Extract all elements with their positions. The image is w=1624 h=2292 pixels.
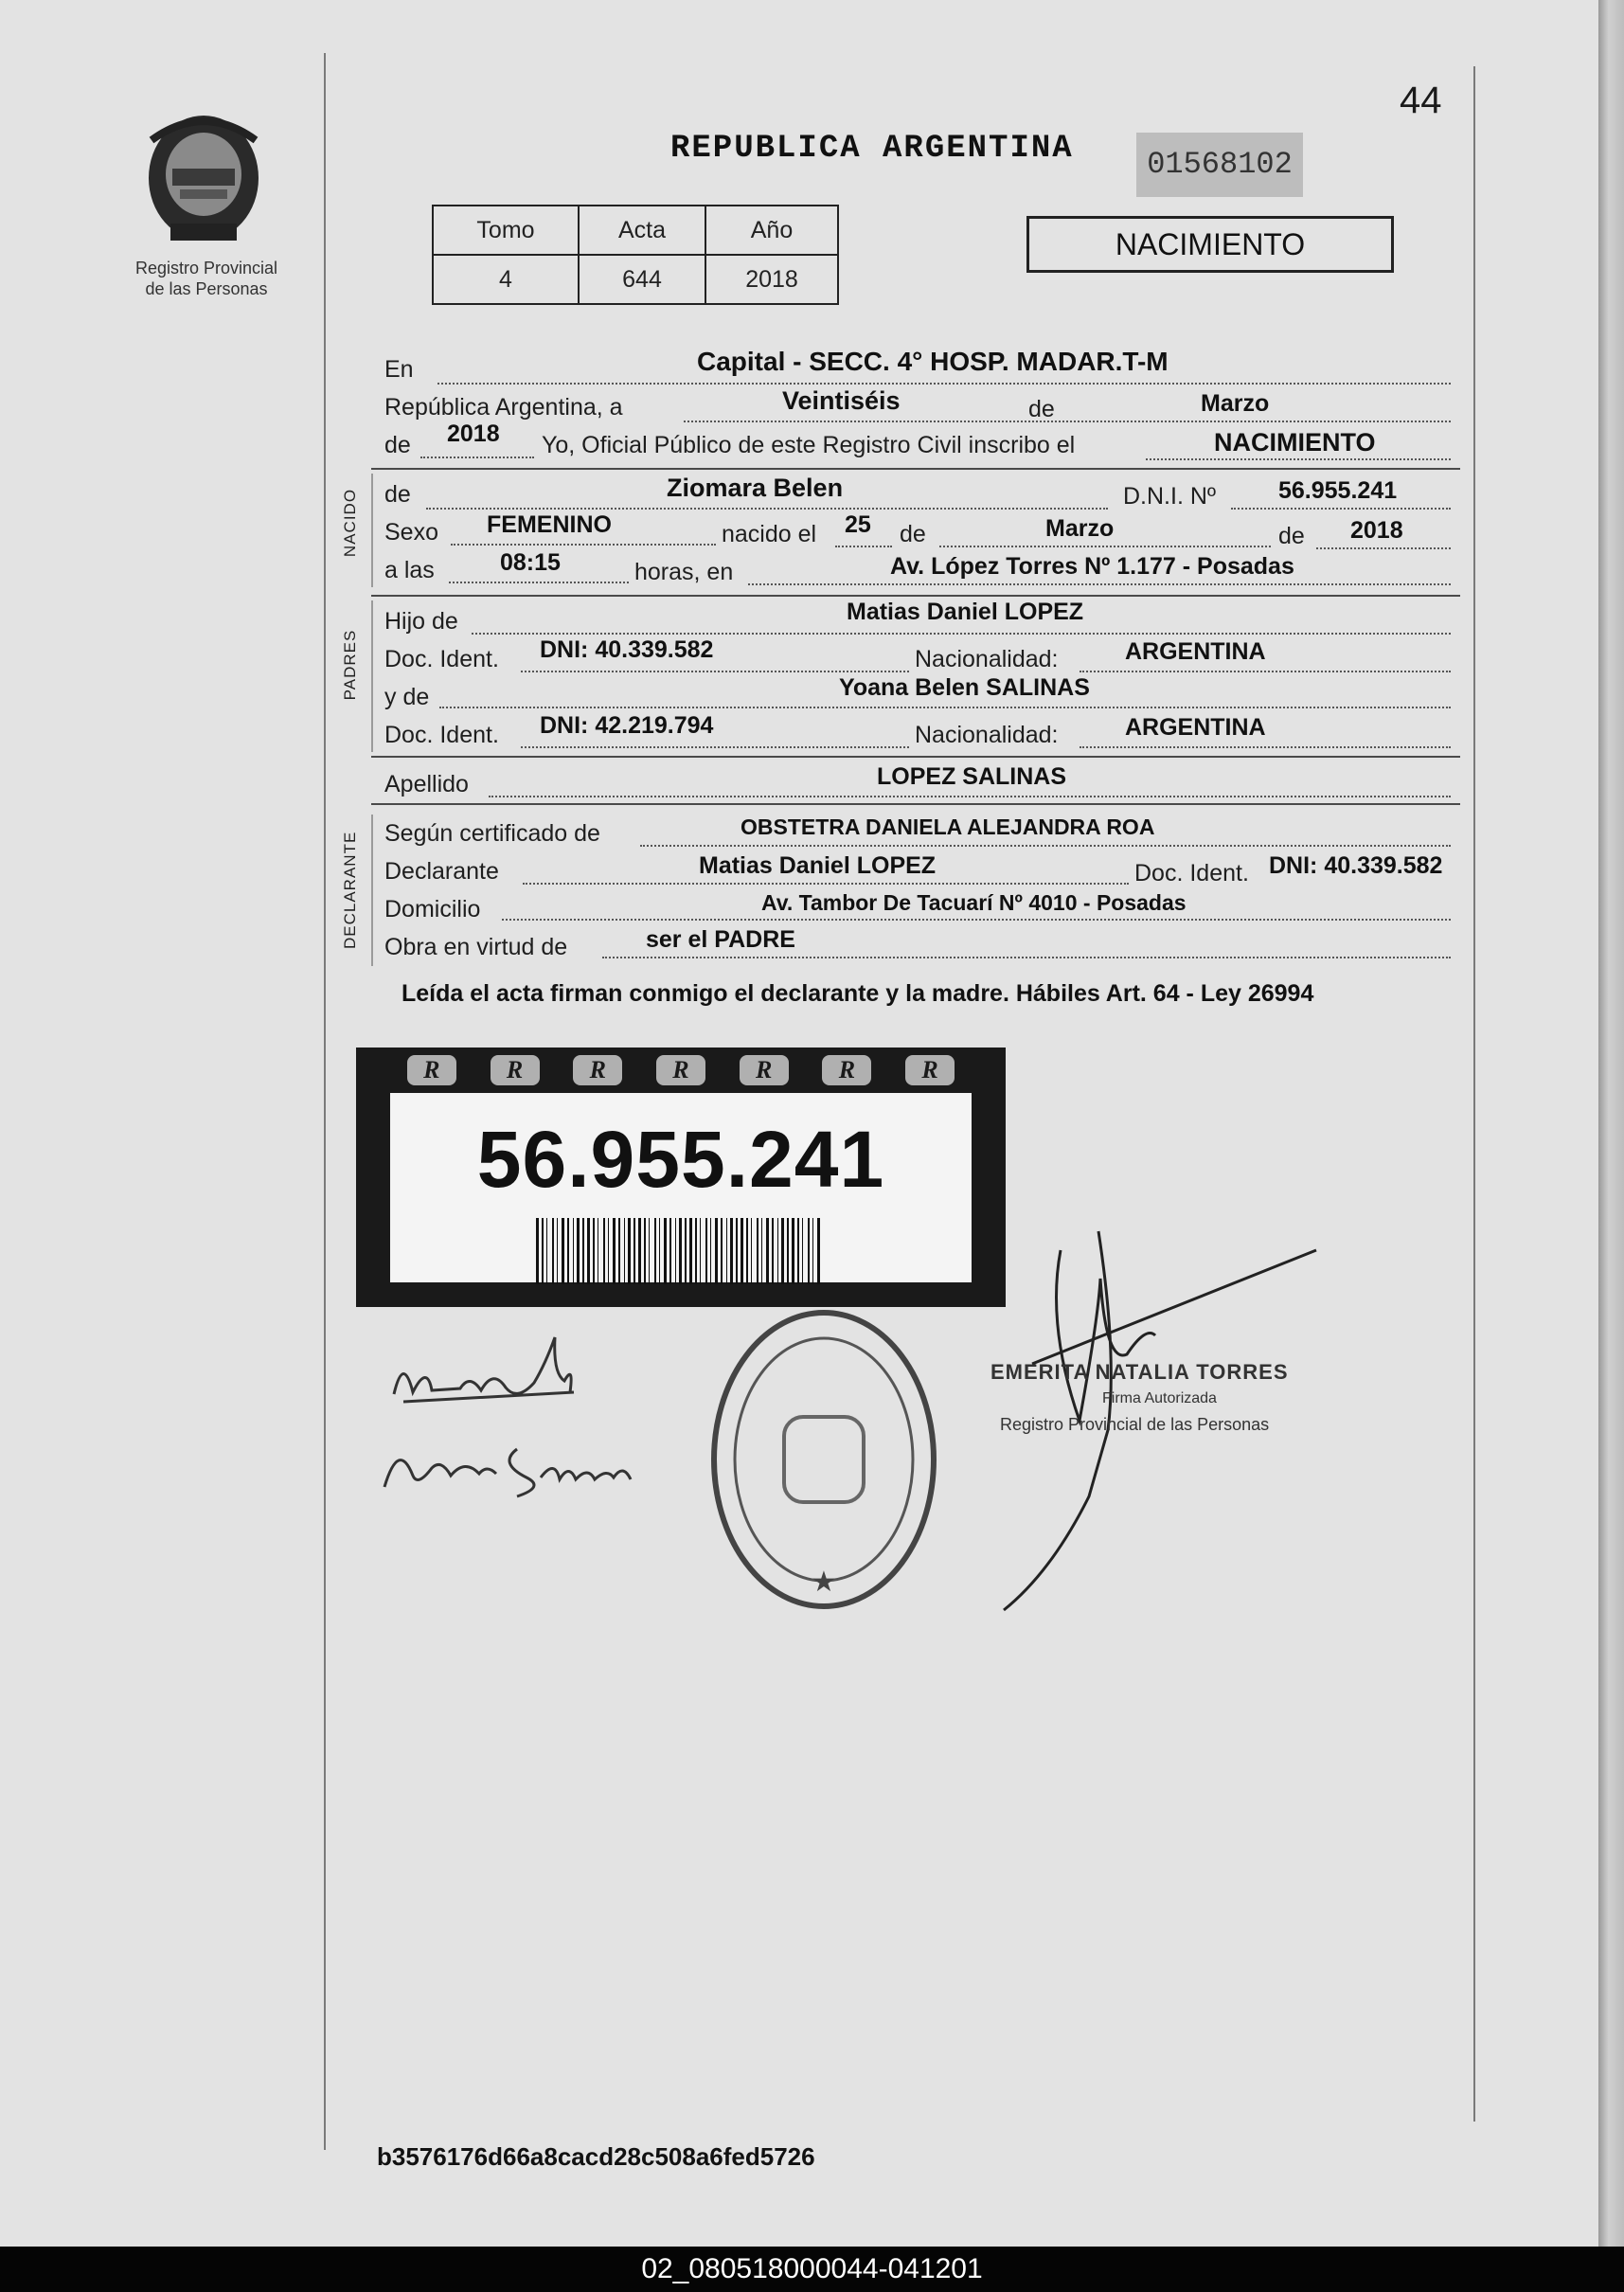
label-apellido: Apellido [384, 771, 469, 797]
barcode-bar [582, 1218, 584, 1284]
year-value: 2018 [447, 421, 500, 447]
book-reference-table [432, 205, 839, 305]
barcode-bar [618, 1218, 620, 1284]
barcode-bar [587, 1218, 590, 1284]
barcode-bar [792, 1218, 794, 1284]
barcode-bar [613, 1218, 616, 1284]
label-yo-oficial: Yo, Oficial Público de este Registro Civil inscribo el [542, 432, 1076, 458]
svg-text:★: ★ [811, 1567, 837, 1598]
dotted-line [1080, 671, 1451, 672]
barcode-bar [817, 1218, 820, 1284]
table-header-tomo: Tomo [433, 206, 579, 255]
table-value-acta: 644 [579, 255, 705, 304]
barcode-bar [659, 1218, 660, 1284]
table-header-ano: Año [705, 206, 838, 255]
address-value: Av. Tambor De Tacuarí Nº 4010 - Posadas [761, 890, 1187, 915]
official-office: Registro Provincial de las Personas [1000, 1415, 1270, 1434]
barcode-bar [808, 1218, 810, 1284]
provincial-coat-of-arms-icon [133, 102, 275, 254]
birth-year-value: 2018 [1350, 517, 1403, 544]
inscribe-type-value: NACIMIENTO [1214, 428, 1376, 457]
mother-name-value: Yoana Belen SALINAS [839, 674, 1090, 701]
barcode-bar [675, 1218, 676, 1284]
dotted-line [523, 883, 1129, 885]
barcode-bar [664, 1218, 667, 1284]
id-card-body [390, 1093, 972, 1282]
page-number: 44 [1400, 80, 1442, 121]
barcode-bar [567, 1218, 569, 1284]
barcode-bar [685, 1218, 687, 1284]
barcode-bar [679, 1218, 682, 1284]
dotted-line [489, 796, 1451, 797]
barcode-icon [536, 1218, 826, 1284]
label-de-month: de [900, 521, 926, 547]
barcode-bar [593, 1218, 595, 1284]
barcode-bar [772, 1218, 774, 1284]
dotted-line [521, 746, 909, 748]
label-hijo-de: Hijo de [384, 608, 458, 635]
serial-stamp-number: 01568102 [1136, 133, 1303, 197]
section-bracket [371, 815, 373, 966]
father-doc-value: DNI: 40.339.582 [540, 636, 714, 663]
section-separator [371, 756, 1460, 758]
pattern-letter: R [573, 1055, 622, 1085]
certificate-value: OBSTETRA DANIELA ALEJANDRA ROA [741, 815, 1155, 839]
label-nacionalidad: Nacionalidad: [915, 722, 1059, 748]
pattern-letter: R [491, 1055, 540, 1085]
dotted-line [449, 582, 629, 583]
legal-note: Leída el acta firman conmigo el declarante y la madre. Hábiles Art. 64 - Ley 26994 [402, 980, 1314, 1007]
adjacent-page-edge [1598, 0, 1624, 2247]
side-label-declarante: DECLARANTE [341, 831, 359, 949]
barcode-bar [573, 1218, 574, 1284]
dotted-line [472, 633, 1451, 635]
declarant-doc-value: DNI: 40.339.582 [1269, 852, 1443, 879]
section-bracket [371, 474, 373, 587]
label-de-year: de [384, 432, 411, 458]
label-de-birth-year: de [1278, 523, 1305, 549]
id-number: 56.955.241 [476, 1115, 885, 1204]
dotted-line [502, 919, 1451, 921]
label-sexo: Sexo [384, 519, 438, 546]
surname-value: LOPEZ SALINAS [877, 763, 1067, 790]
sexo-value: FEMENINO [487, 511, 612, 538]
parent-signatures [375, 1298, 687, 1515]
birth-day-value: 25 [845, 511, 871, 538]
barcode-bar [695, 1218, 697, 1284]
pattern-letter: R [822, 1055, 871, 1085]
side-label-nacido: NACIDO [341, 488, 359, 558]
mother-doc-value: DNI: 42.219.794 [540, 712, 714, 739]
label-a-las: a las [384, 557, 435, 583]
dotted-line [426, 508, 1108, 510]
barcode-bar [710, 1218, 711, 1284]
dotted-line [748, 583, 1451, 585]
document-hash: b3576176d66a8cacd28c508a6fed5726 [377, 2142, 815, 2171]
table-value-ano: 2018 [705, 255, 838, 304]
barcode-bar [715, 1218, 718, 1284]
barcode-bar [781, 1218, 784, 1284]
barcode-bar [787, 1218, 789, 1284]
dotted-line [835, 546, 892, 547]
barcode-bar [751, 1218, 752, 1284]
dotted-line [1316, 547, 1451, 549]
barcode-bar [669, 1218, 671, 1284]
dotted-line [420, 457, 534, 458]
barcode-bar [736, 1218, 738, 1284]
dotted-line [1080, 746, 1451, 748]
barcode-bar [603, 1218, 605, 1284]
barcode-bar [546, 1218, 547, 1284]
side-label-padres: PADRES [341, 629, 359, 701]
barcode-bar [562, 1218, 564, 1284]
official-role: Firma Autorizada [1102, 1390, 1217, 1406]
barcode-bar [634, 1218, 635, 1284]
right-margin-line [1473, 66, 1475, 2122]
footer-file-id: 02_080518000044-041201 [0, 2247, 1624, 2292]
pattern-letter: R [740, 1055, 789, 1085]
label-en: En [384, 356, 414, 383]
dotted-line [451, 544, 716, 546]
official-name: EMERITA NATALIA TORRES [990, 1360, 1289, 1384]
label-segun-certificado: Según certificado de [384, 820, 600, 847]
barcode-bar [777, 1218, 778, 1284]
barcode-bar [705, 1218, 707, 1284]
barcode-bar [628, 1218, 631, 1284]
pattern-letter: R [407, 1055, 456, 1085]
label-doc-ident: Doc. Ident. [384, 722, 499, 748]
barcode-bar [721, 1218, 723, 1284]
barcode-bar [741, 1218, 743, 1284]
section-separator [371, 468, 1460, 470]
barcode-bar [638, 1218, 641, 1284]
act-type-box: NACIMIENTO [1026, 216, 1394, 273]
label-nacido-el: nacido el [722, 521, 817, 547]
label-republica: República Argentina, a [384, 394, 623, 421]
barcode-bar [557, 1218, 558, 1284]
barcode-bar [757, 1218, 758, 1284]
barcode-bar [654, 1218, 656, 1284]
birth-place-value: Av. López Torres Nº 1.177 - Posadas [890, 553, 1294, 580]
dotted-line [439, 707, 1451, 708]
barcode-bar [624, 1218, 625, 1284]
father-nationality-value: ARGENTINA [1125, 638, 1266, 665]
father-name-value: Matias Daniel LOPEZ [847, 599, 1084, 625]
dotted-line [437, 383, 1451, 385]
document-title: REPUBLICA ARGENTINA [670, 131, 1074, 167]
barcode-bar [797, 1218, 799, 1284]
barcode-bar [812, 1218, 813, 1284]
logo-caption: Registro Provincial de las Personas [134, 259, 278, 298]
child-name-value: Ziomara Belen [667, 474, 844, 502]
label-dni: D.N.I. Nº [1123, 483, 1217, 510]
label-doc-ident: Doc. Ident. [384, 646, 499, 672]
security-pattern-row [390, 1053, 972, 1087]
label-declarante: Declarante [384, 858, 499, 885]
label-nacionalidad: Nacionalidad: [915, 646, 1059, 672]
day-words-value: Veintiséis [782, 386, 901, 415]
pattern-letter: R [905, 1055, 955, 1085]
official-seal-icon [708, 1307, 939, 1612]
section-separator [371, 803, 1460, 805]
label-doc-ident: Doc. Ident. [1134, 860, 1249, 886]
barcode-bar [644, 1218, 646, 1284]
dotted-line [1231, 508, 1451, 510]
barcode-bar [746, 1218, 748, 1284]
table-value-tomo: 4 [433, 255, 579, 304]
barcode-bar [542, 1218, 544, 1284]
barcode-bar [577, 1218, 580, 1284]
table-header-acta: Acta [579, 206, 705, 255]
dotted-line [602, 957, 1451, 958]
label-y-de: y de [384, 684, 430, 710]
place-value: Capital - SECC. 4° HOSP. MADAR.T-M [697, 347, 1169, 376]
label-obra-en-virtud: Obra en virtud de [384, 934, 568, 960]
barcode-bar [766, 1218, 769, 1284]
month-value: Marzo [1201, 390, 1270, 417]
section-separator [371, 595, 1460, 597]
label-de-name: de [384, 481, 411, 508]
mother-nationality-value: ARGENTINA [1125, 714, 1266, 741]
id-number-card [356, 1048, 1006, 1307]
birth-time-value: 08:15 [500, 549, 561, 576]
barcode-bar [552, 1218, 554, 1284]
barcode-bar [761, 1218, 762, 1284]
barcode-bar [649, 1218, 650, 1284]
barcode-bar [730, 1218, 733, 1284]
label-domicilio: Domicilio [384, 896, 481, 922]
birth-month-value: Marzo [1045, 515, 1115, 542]
pattern-letter: R [656, 1055, 705, 1085]
section-bracket [371, 600, 373, 752]
barcode-bar [700, 1218, 701, 1284]
barcode-bar [802, 1218, 803, 1284]
label-horas-en: horas, en [634, 559, 734, 585]
dotted-line [684, 421, 1451, 422]
barcode-bar [536, 1218, 539, 1284]
declarant-name-value: Matias Daniel LOPEZ [699, 852, 937, 879]
barcode-bar [726, 1218, 727, 1284]
label-de: de [1028, 396, 1055, 422]
dotted-line [521, 671, 909, 672]
barcode-bar [608, 1218, 609, 1284]
dotted-line [1146, 458, 1451, 460]
reason-value: ser el PADRE [646, 926, 795, 953]
dotted-line [939, 546, 1271, 547]
child-dni-value: 56.955.241 [1278, 477, 1398, 504]
left-margin-line [324, 53, 326, 2150]
dotted-line [640, 845, 1451, 847]
barcode-bar [689, 1218, 692, 1284]
